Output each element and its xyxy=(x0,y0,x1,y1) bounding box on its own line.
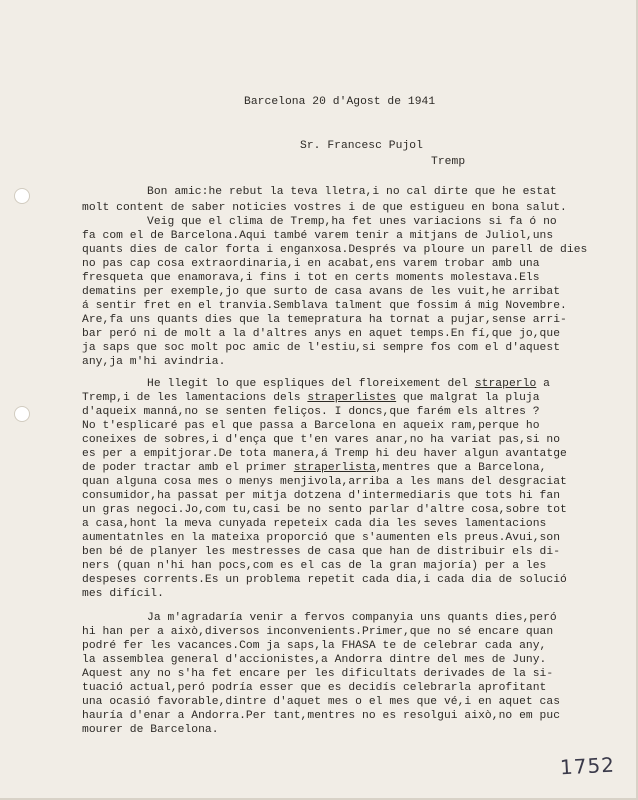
letter-line: Ja m'agradaría venir a fervos companyia uns quants dies,peró xyxy=(147,612,557,624)
letter-line: despeses corrents.Es un problema repetit cada dia,i cada dia de solució xyxy=(82,574,567,586)
letter-line: un gras negoci.Jo,com tu,casi be no sento parlar d'altre cosa,sobre tot xyxy=(82,504,567,516)
letter-line: No t'esplicaré pas el que passa a Barcelona en aqueix ram,perque ho xyxy=(82,420,540,432)
letter-line: mourer de Barcelona. xyxy=(82,724,219,736)
letter-line: podré fer les vacances.Com ja saps,la FHASA te de celebrar cada any, xyxy=(82,640,547,652)
letter-text: que malgrat la pluja xyxy=(396,392,540,404)
letter-line: a casa,hont la meva cunyada repeteix cada dia les seves lamentacions xyxy=(82,518,547,530)
letter-line: una ocasió favorable,dintre d'aquet mes o el mes que vé,i en aquet cas xyxy=(82,696,561,708)
letter-line: dematins per exemple,jo que surto de casa avans de les vuit,he arribat xyxy=(82,286,561,298)
letter-line: Aquest any no s'ha fet encare per les dificultats derivades de la si- xyxy=(82,668,554,680)
letter-line: coneixes de sobres,i d'ença que t'en vares anar,no ha variat pas,si no xyxy=(82,434,561,446)
letter-line: no pas cap cosa extraordinaria,i en acabat,ens varem trobar amb una xyxy=(82,258,540,270)
letter-line xyxy=(82,392,540,405)
letter-line: hauría d'enar a Andorra.Per tant,mentres no es resolgui això,no em puc xyxy=(82,710,561,722)
letter-line: consumidor,ha passat per mitja dotzena d'intermediaris que tots hi fan xyxy=(82,490,561,502)
letter-text: ,mentres que a Barcelona, xyxy=(375,462,547,474)
letter-line xyxy=(147,378,550,391)
underlined-word: straperlo xyxy=(474,378,537,390)
letter-line: quants dies de calor forta i enganxosa.Després va ploure un parell de dies xyxy=(82,244,588,256)
recipient-name: Sr. Francesc Pujol xyxy=(300,140,423,152)
letter-text: a xyxy=(536,378,550,390)
letter-text: de poder tractar amb el primer xyxy=(82,462,294,474)
letter-line: ners (quan n'hi han pocs,com es el cas de la gran majoría) per a les xyxy=(82,560,547,572)
letter-line: quan alguna cosa mes o menys menjivola,arriba a les mans del desgraciat xyxy=(82,476,567,488)
letter-text: Tremp,i de les lamentacions dels xyxy=(82,392,308,404)
letter-line: d'aqueix manná,no se senten feliços. I doncs,que farém els altres ? xyxy=(82,406,540,418)
letter-line: Bon amic:he rebut la teva lletra,i no cal dirte que he estat xyxy=(147,186,557,198)
letter-line: aumentatnles en la mateixa proporció que s'aumenten els preus.Avui,son xyxy=(82,532,561,544)
recipient-place: Tremp xyxy=(431,156,466,168)
letter-line: ben bé de planyer les mestresses de casa que han de distribuir els di- xyxy=(82,546,561,558)
archive-number: 1752 xyxy=(559,752,616,780)
letter-line: á sentir fret en el tranvia.Semblava talment que fossim á mig Novembre. xyxy=(82,300,567,312)
letter-line: hi han per a això,diversos inconvenients.Primer,que no sé encare quan xyxy=(82,626,554,638)
letter-line: mes difícil. xyxy=(82,588,164,600)
letter-line: any,ja m'hi avindria. xyxy=(82,356,226,368)
letter-line: Are,fa uns quants dies que la temepratura ha tornat a pujar,sense arri- xyxy=(82,314,567,326)
letter-line: Veig que el clima de Tremp,ha fet unes variacions si fa ó no xyxy=(147,216,557,228)
letter-text: He llegit lo que espliques del floreixement del xyxy=(147,378,475,390)
letter-line: tuació actual,peró podría esser que es decidís celebrarla aprofitant xyxy=(82,682,547,694)
letter-line: fa com el de Barcelona.Aqui també varem tenir a mitjans de Juliol,uns xyxy=(82,230,554,242)
underlined-word: straperlista xyxy=(293,462,376,474)
underlined-word: straperlistes xyxy=(307,392,397,404)
letter-line: la assemblea general d'accionistes,a Andorra dintre del mes de Juny. xyxy=(82,654,547,666)
letter-line: ja saps que soc molt poc amic de l'estiu,si sempre fos com el d'aquest xyxy=(82,342,561,354)
letter-line xyxy=(82,462,546,475)
letter-line: bar peró ni de molt a la d'altres anys en aquet temps.En fí,que jo,que xyxy=(82,328,561,340)
dateline: Barcelona 20 d'Agost de 1941 xyxy=(244,96,436,108)
letter-line: es per a empitjorar.De tota manera,á Tremp hi deu haver algun avantatge xyxy=(82,448,567,460)
letter-line: molt content de saber noticies vostres i de que estigueu en bona salut. xyxy=(82,202,567,214)
letter-line: fresqueta que enamorava,i fins i tot en certs moments molestava.Els xyxy=(82,272,540,284)
